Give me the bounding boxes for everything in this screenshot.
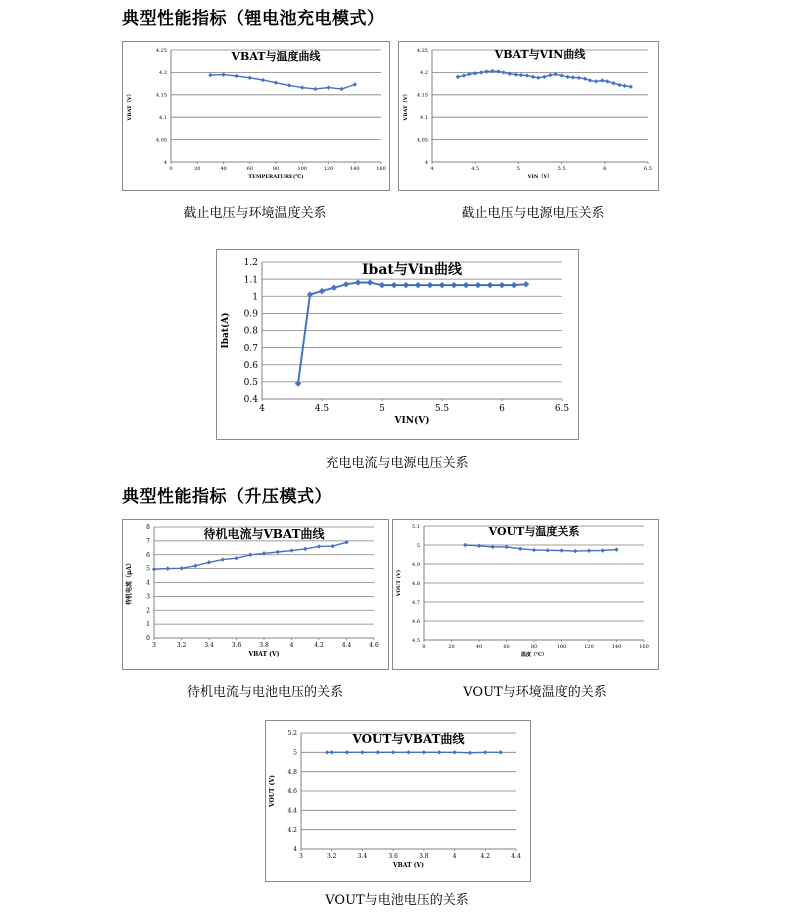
data-point bbox=[248, 76, 252, 80]
caption-vbat-vin: 截止电压与电源电压关系 bbox=[461, 206, 605, 221]
data-point bbox=[331, 544, 335, 548]
data-point bbox=[248, 553, 252, 557]
data-point bbox=[193, 564, 197, 568]
y-tick-label: 4.9 bbox=[412, 561, 420, 568]
data-point bbox=[468, 751, 472, 755]
chart-title: Ibat与Vin曲线 bbox=[362, 262, 462, 278]
data-point bbox=[261, 78, 265, 82]
x-tick-label: 5.5 bbox=[557, 166, 566, 172]
data-point bbox=[499, 282, 505, 288]
data-point bbox=[427, 282, 433, 288]
y-tick-label: 0.5 bbox=[243, 378, 258, 389]
y-tick-label: 4.8 bbox=[287, 768, 297, 776]
x-tick-label: 4 bbox=[259, 404, 265, 414]
data-point bbox=[587, 549, 591, 553]
x-tick-label: 4.4 bbox=[511, 853, 521, 860]
y-axis-label: 待机电流（μA） bbox=[126, 559, 133, 606]
data-point bbox=[313, 87, 317, 91]
y-tick-label: 4.6 bbox=[412, 618, 420, 625]
data-point bbox=[473, 71, 477, 75]
y-tick-label: 4.7 bbox=[412, 599, 420, 606]
data-point bbox=[532, 548, 536, 552]
data-point bbox=[452, 750, 456, 754]
data-point bbox=[573, 549, 577, 553]
x-tick-label: 5.5 bbox=[434, 404, 450, 414]
data-point bbox=[353, 82, 357, 86]
x-tick-label: 4.4 bbox=[341, 642, 352, 649]
y-tick-label: 4.2 bbox=[287, 826, 297, 834]
y-tick-label: 3 bbox=[146, 593, 150, 601]
data-point bbox=[614, 547, 618, 551]
y-tick-label: 5 bbox=[293, 749, 297, 757]
data-point bbox=[331, 284, 337, 290]
data-point bbox=[391, 750, 395, 754]
data-point bbox=[629, 85, 633, 89]
data-point bbox=[519, 73, 523, 77]
data-point bbox=[477, 544, 481, 548]
y-axis-label: VBAT（V） bbox=[403, 91, 409, 121]
x-tick-label: 3.6 bbox=[231, 642, 242, 649]
data-point bbox=[479, 70, 483, 74]
caption-vbat-temperature: 截止电压与环境温度关系 bbox=[183, 206, 327, 221]
x-tick-label: 40 bbox=[220, 166, 227, 172]
y-tick-label: 0 bbox=[146, 635, 150, 643]
x-tick-label: 4 bbox=[430, 166, 434, 172]
y-tick-label: 4.5 bbox=[412, 637, 420, 644]
series-line bbox=[298, 283, 526, 384]
y-axis-label: VOUT (V) bbox=[269, 775, 276, 807]
x-axis-label: VBAT (V) bbox=[248, 651, 280, 658]
data-point bbox=[601, 548, 605, 552]
caption-vout-temperature: VOUT与环境温度的关系 bbox=[463, 685, 607, 700]
x-tick-label: 4.2 bbox=[480, 853, 491, 860]
y-tick-label: 0.9 bbox=[243, 309, 258, 320]
data-point bbox=[475, 282, 481, 288]
y-tick-label: 5 bbox=[146, 565, 150, 573]
data-point bbox=[462, 73, 466, 77]
data-point bbox=[487, 282, 493, 288]
data-point bbox=[208, 73, 212, 77]
x-tick-label: 100 bbox=[556, 644, 567, 650]
chart-standby-current-vs-vbat bbox=[122, 519, 389, 670]
y-tick-label: 6 bbox=[146, 551, 150, 559]
data-point bbox=[588, 78, 592, 82]
y-tick-label: 1 bbox=[252, 292, 258, 303]
data-point bbox=[484, 69, 488, 73]
y-tick-label: 4 bbox=[424, 159, 428, 166]
y-tick-label: 4.8 bbox=[412, 580, 420, 587]
data-point bbox=[536, 76, 540, 80]
data-point bbox=[439, 282, 445, 288]
data-point bbox=[287, 83, 291, 87]
y-tick-label: 4.05 bbox=[155, 137, 167, 144]
y-axis-label: VOUT (V) bbox=[396, 569, 402, 597]
data-point bbox=[221, 557, 225, 561]
y-tick-label: 5.2 bbox=[287, 730, 297, 738]
y-tick-label: 0.7 bbox=[243, 343, 258, 354]
data-point bbox=[605, 79, 609, 83]
series-line bbox=[210, 75, 354, 89]
data-point bbox=[531, 75, 535, 79]
x-tick-label: 5 bbox=[379, 404, 385, 414]
data-point bbox=[496, 69, 500, 73]
y-axis-label: VBAT（V） bbox=[127, 91, 133, 121]
y-tick-label: 4.2 bbox=[159, 70, 167, 77]
data-point bbox=[207, 560, 211, 564]
data-point bbox=[611, 81, 615, 85]
x-tick-label: 4 bbox=[452, 853, 457, 860]
x-tick-label: 3 bbox=[299, 853, 303, 860]
data-point bbox=[343, 281, 349, 287]
x-tick-label: 6.5 bbox=[644, 166, 652, 172]
section-heading-boost: 典型性能指标（升压模式） bbox=[122, 487, 332, 507]
y-tick-label: 4 bbox=[146, 579, 150, 587]
x-tick-label: 4.5 bbox=[471, 166, 480, 172]
data-point bbox=[221, 72, 225, 76]
y-tick-label: 4.15 bbox=[416, 92, 428, 99]
x-axis-label: VIN(V) bbox=[394, 416, 430, 426]
data-point bbox=[325, 750, 329, 754]
data-point bbox=[565, 75, 569, 79]
chart-vbat-vs-temperature bbox=[122, 41, 390, 191]
chart-title: VOUT与温度关系 bbox=[488, 525, 580, 538]
y-tick-label: 2 bbox=[146, 607, 150, 615]
x-tick-label: 3.4 bbox=[204, 642, 214, 649]
data-point bbox=[542, 75, 546, 79]
y-tick-label: 4.2 bbox=[420, 70, 428, 77]
x-tick-label: 4.5 bbox=[314, 404, 330, 414]
x-tick-label: 140 bbox=[349, 166, 360, 172]
chart-title: VOUT与VBAT曲线 bbox=[352, 732, 465, 746]
chart-title: VBAT与VIN曲线 bbox=[494, 48, 586, 61]
data-point bbox=[300, 85, 304, 89]
data-point bbox=[518, 547, 522, 551]
x-tick-label: 60 bbox=[246, 166, 253, 172]
series-line bbox=[327, 752, 501, 753]
data-point bbox=[559, 548, 563, 552]
x-tick-label: 160 bbox=[639, 644, 649, 650]
x-tick-label: 160 bbox=[376, 166, 386, 172]
data-point bbox=[511, 282, 517, 288]
y-tick-label: 4.1 bbox=[159, 114, 167, 121]
data-point bbox=[391, 282, 397, 288]
y-tick-label: 4 bbox=[293, 846, 297, 854]
x-tick-label: 140 bbox=[611, 644, 622, 650]
data-point bbox=[152, 567, 156, 571]
y-tick-label: 7 bbox=[146, 537, 150, 545]
y-tick-label: 5.1 bbox=[412, 523, 420, 530]
y-tick-label: 5 bbox=[416, 542, 420, 549]
data-point bbox=[483, 750, 487, 754]
y-tick-label: 1.2 bbox=[243, 258, 258, 269]
data-point bbox=[548, 73, 552, 77]
x-tick-label: 6 bbox=[603, 166, 607, 172]
x-tick-label: 4 bbox=[289, 642, 294, 649]
data-point bbox=[367, 279, 373, 285]
y-tick-label: 0.6 bbox=[243, 360, 258, 371]
y-tick-label: 0.4 bbox=[243, 395, 258, 406]
x-tick-label: 4.6 bbox=[369, 642, 379, 649]
data-point bbox=[622, 84, 626, 88]
data-point bbox=[463, 282, 469, 288]
data-point bbox=[514, 72, 518, 76]
data-point bbox=[307, 291, 313, 297]
data-point bbox=[502, 70, 506, 74]
data-point bbox=[326, 85, 330, 89]
x-tick-label: 5 bbox=[516, 166, 520, 172]
y-tick-label: 4.6 bbox=[287, 788, 297, 796]
data-point bbox=[456, 75, 460, 79]
x-axis-label: TEMPERATURE(℃) bbox=[248, 174, 304, 180]
x-tick-label: 80 bbox=[530, 644, 538, 650]
data-point bbox=[463, 543, 467, 547]
data-point bbox=[422, 750, 426, 754]
chart-title: 待机电流与VBAT曲线 bbox=[203, 527, 325, 541]
y-tick-label: 4.15 bbox=[155, 92, 167, 99]
data-point bbox=[415, 282, 421, 288]
data-point bbox=[571, 75, 575, 79]
data-point bbox=[345, 750, 349, 754]
data-point bbox=[289, 548, 293, 552]
data-point bbox=[403, 282, 409, 288]
x-tick-label: 3.4 bbox=[357, 853, 368, 860]
x-tick-label: 60 bbox=[503, 644, 510, 650]
y-tick-label: 8 bbox=[146, 524, 150, 532]
data-point bbox=[179, 566, 183, 570]
chart-vout-vs-temperature bbox=[392, 519, 659, 670]
data-point bbox=[379, 282, 385, 288]
x-tick-label: 3.8 bbox=[259, 642, 269, 649]
data-point bbox=[617, 83, 621, 87]
x-tick-label: 0 bbox=[169, 166, 173, 172]
x-tick-label: 3.2 bbox=[326, 853, 337, 860]
y-tick-label: 4.1 bbox=[420, 114, 428, 121]
caption-ibat-vin: 充电电流与电源电压关系 bbox=[325, 456, 469, 471]
data-point bbox=[303, 547, 307, 551]
y-tick-label: 1 bbox=[146, 621, 150, 629]
data-point bbox=[583, 76, 587, 80]
x-tick-label: 6.5 bbox=[554, 404, 570, 414]
data-point bbox=[274, 81, 278, 85]
data-point bbox=[577, 76, 581, 80]
data-point bbox=[546, 548, 550, 552]
caption-vout-vbat: VOUT与电池电压的关系 bbox=[325, 893, 469, 908]
x-tick-label: 3 bbox=[152, 642, 156, 649]
data-point bbox=[339, 87, 343, 91]
data-point bbox=[355, 279, 361, 285]
y-tick-label: 4.25 bbox=[155, 47, 167, 54]
x-tick-label: 100 bbox=[297, 166, 308, 172]
data-point bbox=[376, 750, 380, 754]
y-tick-label: 4.4 bbox=[287, 807, 297, 815]
x-tick-label: 0 bbox=[422, 644, 426, 650]
x-axis-label: 温度（℃） bbox=[521, 652, 547, 658]
data-point bbox=[295, 380, 301, 386]
chart-vout-vs-vbat bbox=[265, 720, 531, 882]
data-point bbox=[437, 750, 441, 754]
section-heading-charging: 典型性能指标（锂电池充电模式） bbox=[122, 9, 385, 29]
series-line bbox=[465, 545, 616, 551]
data-point bbox=[234, 556, 238, 560]
data-point bbox=[166, 566, 170, 570]
chart-vbat-vs-vin bbox=[398, 41, 659, 191]
x-tick-label: 3.6 bbox=[388, 853, 398, 860]
x-axis-label: VIN（V） bbox=[527, 174, 553, 180]
data-point bbox=[523, 281, 529, 287]
y-tick-label: 1.1 bbox=[243, 275, 258, 286]
data-point bbox=[319, 288, 325, 294]
y-tick-label: 0.8 bbox=[243, 326, 258, 337]
data-point bbox=[317, 544, 321, 548]
data-point bbox=[559, 73, 563, 77]
x-tick-label: 3.2 bbox=[176, 642, 187, 649]
data-point bbox=[406, 750, 410, 754]
data-point bbox=[360, 750, 364, 754]
x-tick-label: 6 bbox=[499, 404, 505, 414]
data-point bbox=[525, 73, 529, 77]
x-tick-label: 20 bbox=[448, 644, 455, 650]
x-tick-label: 120 bbox=[584, 644, 594, 650]
x-tick-label: 120 bbox=[323, 166, 334, 172]
y-tick-label: 4 bbox=[163, 159, 167, 166]
x-axis-label: VBAT (V) bbox=[393, 862, 424, 869]
x-tick-label: 4.2 bbox=[314, 642, 324, 649]
data-point bbox=[330, 750, 334, 754]
chart-title: VBAT与温度曲线 bbox=[231, 50, 321, 63]
chart-ibat-vs-vin bbox=[216, 249, 579, 440]
data-point bbox=[276, 550, 280, 554]
data-point bbox=[594, 79, 598, 83]
caption-standby-current-vbat: 待机电流与电池电压的关系 bbox=[186, 685, 343, 700]
data-point bbox=[600, 78, 604, 82]
x-tick-label: 40 bbox=[475, 644, 483, 650]
y-tick-label: 4.25 bbox=[416, 47, 428, 54]
y-tick-label: 4.05 bbox=[416, 137, 428, 144]
y-axis-label: Ibat(A) bbox=[221, 312, 231, 349]
data-point bbox=[234, 74, 238, 78]
x-tick-label: 80 bbox=[272, 166, 280, 172]
x-tick-label: 20 bbox=[194, 166, 201, 172]
x-tick-label: 3.8 bbox=[419, 853, 429, 860]
data-point bbox=[451, 282, 457, 288]
data-point bbox=[498, 750, 502, 754]
